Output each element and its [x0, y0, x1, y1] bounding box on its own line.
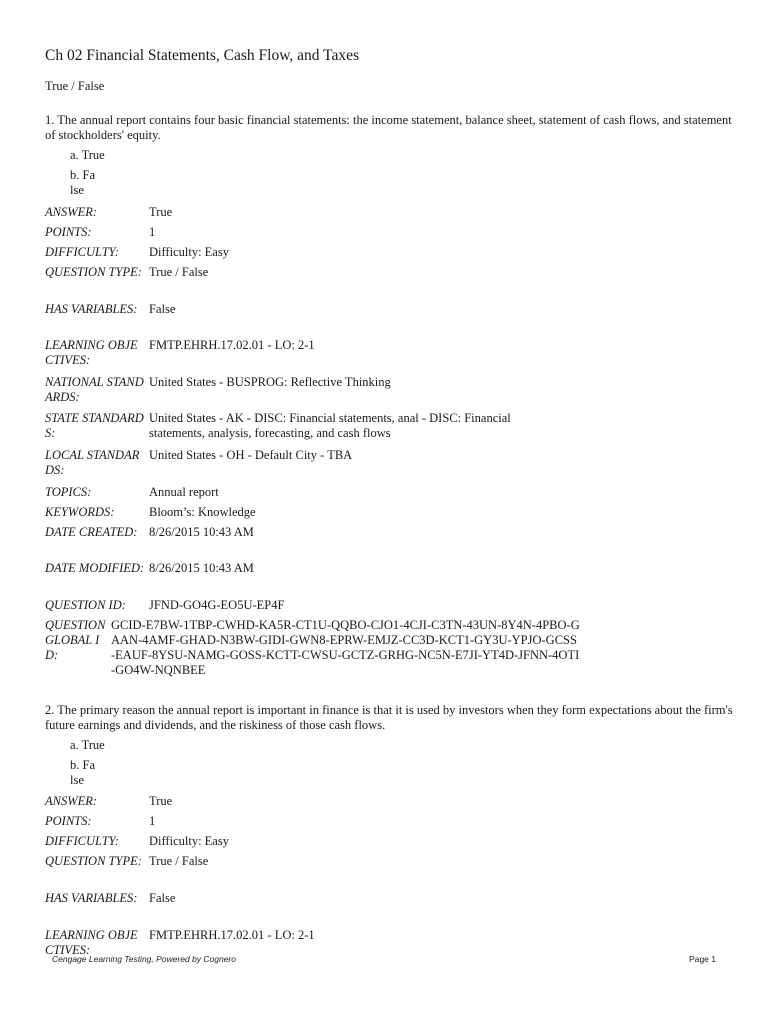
national-standards-label: NATIONAL STANDARDS: [45, 375, 144, 404]
points-value: 1 [149, 814, 156, 828]
question-2-option-a: a. True [70, 738, 105, 752]
date-modified-value: 8/26/2015 10:43 AM [149, 561, 254, 575]
points-label: POINTS: [45, 225, 92, 239]
answer-value: True [149, 205, 173, 219]
question-global-id-label: QUESTION GLOBAL ID: [45, 618, 106, 662]
points-label: POINTS: [45, 814, 92, 828]
answer-label: ANSWER: [45, 205, 98, 219]
points-value: 1 [149, 225, 156, 239]
section-heading: True / False [45, 79, 105, 93]
answer-value: True [149, 794, 173, 808]
difficulty-label: DIFFICULTY: [45, 245, 119, 259]
question-1-option-a: a. True [70, 148, 105, 162]
has-variables-label: HAS VARIABLES: [45, 302, 138, 316]
date-modified-label: DATE MODIFIED: [45, 561, 145, 575]
has-variables-label: HAS VARIABLES: [45, 891, 138, 905]
topics-value: Annual report [149, 485, 219, 499]
question-type-label: QUESTION TYPE: [45, 265, 142, 279]
local-standards-label: LOCAL STANDARDS: [45, 448, 140, 477]
difficulty-value: Difficulty: Easy [149, 245, 229, 259]
keywords-label: KEYWORDS: [45, 505, 115, 519]
date-created-value: 8/26/2015 10:43 AM [149, 525, 254, 539]
has-variables-value: False [149, 891, 176, 905]
learning-objectives-label: LEARNING OBJECTIVES: [45, 928, 138, 957]
national-standards-value: United States - BUSPROG: Reflective Thinking [149, 375, 391, 389]
state-standards-label: STATE STANDARDS: [45, 411, 144, 440]
difficulty-label: DIFFICULTY: [45, 834, 119, 848]
page-number: Page 1 [689, 954, 716, 964]
topics-label: TOPICS: [45, 485, 92, 499]
answer-label: ANSWER: [45, 794, 98, 808]
has-variables-value: False [149, 302, 176, 316]
question-2-text: 2. The primary reason the annual report is important in finance is that it is used by investors when they form expectations about the firm's future earnings and dividends, and the riskiness of those cash flows. [45, 703, 733, 732]
question-2-option-b: b. False [70, 758, 95, 787]
question-type-label: QUESTION TYPE: [45, 854, 142, 868]
local-standards-value: United States - OH - Default City - TBA [149, 448, 353, 462]
question-type-value: True / False [149, 854, 209, 868]
date-created-label: DATE CREATED: [45, 525, 138, 539]
learning-objectives-label: LEARNING OBJECTIVES: [45, 338, 138, 367]
keywords-value: Bloom’s: Knowledge [149, 505, 256, 519]
question-global-id-value: GCID-E7BW-1TBP-CWHD-KA5R-CT1U-QQBO-CJO1-4CJI-C3TN-43UN-8Y4N-4PBO-GAAN-4AMF-GHAD-N3BW-GIDI-GWN8-EPRW-EMJZ-CC3D-KCT1-GY3U-YPJO-GCSS-EAUF-8YSU-NAMG-GOSS-KCTT-CWSU-GCTZ-GRHG-NC5N-E7JI-YT4D-JFNN-4OTI-GO4W-NQNBEE [111, 618, 580, 677]
state-standards-value: United States - AK - DISC: Financial statements, anal - DISC: Financial statements, analysis, forecasting, and cash flows [149, 411, 511, 440]
document-title: Ch 02 Financial Statements, Cash Flow, and Taxes [45, 47, 360, 64]
footer-credit: Cengage Learning Testing, Powered by Cognero [52, 954, 236, 964]
question-1-option-b: b. False [70, 168, 95, 197]
learning-objectives-value: FMTP.EHRH.17.02.01 - LO: 2-1 [149, 928, 315, 942]
learning-objectives-value: FMTP.EHRH.17.02.01 - LO: 2-1 [149, 338, 315, 352]
question-id-label: QUESTION ID: [45, 598, 126, 612]
difficulty-value: Difficulty: Easy [149, 834, 229, 848]
question-1-text: 1. The annual report contains four basic financial statements: the income statement, balance sheet, statement of cash flows, and statement of stockholders' equity. [45, 113, 732, 142]
question-type-value: True / False [149, 265, 209, 279]
question-id-value: JFND-GO4G-EO5U-EP4F [149, 598, 285, 612]
